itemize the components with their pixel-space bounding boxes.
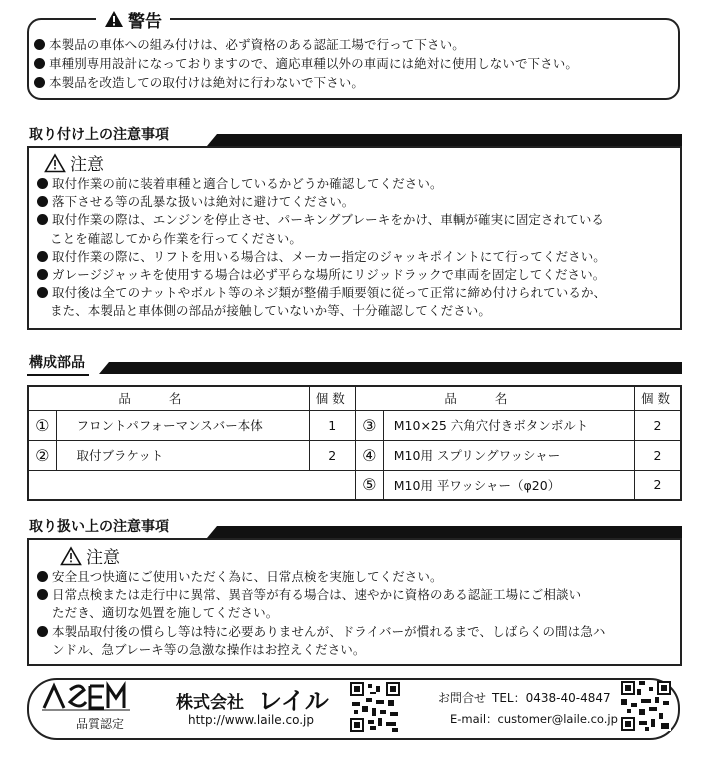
handling-caution-title (60, 543, 120, 568)
part-number: ③ (355, 410, 383, 440)
list-item-text: ンドル、急ブレーキ等の急激な操作はお控えください。 (52, 641, 366, 657)
company-prefix: 株式会社 (176, 693, 244, 713)
table-row (28, 440, 681, 470)
company-name: レイル (258, 687, 329, 715)
qr-code-icon (350, 682, 400, 732)
part-qty: 2 (634, 470, 681, 500)
part-name: フロントパフォーマンスバー本体 (56, 410, 309, 440)
list-item (34, 37, 465, 53)
handling-section-header (27, 516, 682, 538)
warning-triangle-icon (104, 10, 124, 28)
table-row (28, 410, 681, 440)
empty-cell (28, 470, 355, 500)
parts-section-header (27, 352, 682, 374)
part-qty: 2 (309, 440, 355, 470)
list-item-text: ただき、適切な処置を施してください。 (52, 605, 279, 621)
install-section-header (27, 124, 682, 146)
install-caution-title (44, 150, 104, 175)
list-item (37, 285, 606, 301)
part-name: M10用 スプリングワッシャー (383, 440, 634, 470)
bullet-icon (37, 269, 48, 280)
col-qty-left: 個数 (309, 386, 355, 410)
list-item-text: また、本製品と車体側の部品が接触していないか等、十分確認してください。 (50, 303, 492, 319)
list-item (37, 624, 606, 640)
col-name-left: 品名 (28, 386, 309, 410)
part-name: M10×25 六角穴付きボタンボルト (383, 410, 634, 440)
part-number: ① (28, 410, 56, 440)
qr-code-icon (621, 681, 671, 731)
bullet-icon (34, 77, 45, 88)
list-item (34, 75, 364, 91)
col-name-right: 品名 (355, 386, 634, 410)
handling-section-heading: 取り扱い上の注意事項 (27, 516, 173, 540)
list-item (34, 56, 578, 72)
list-item-text: 取付作業の際は、エンジンを停止させ、パーキングブレーキをかけ、車輌が確実に固定されている (52, 212, 605, 228)
contact-label: お問合せ (438, 691, 487, 705)
list-item-text: 安全且つ快適にご使用いただく為に、日常点検を実施してください。 (52, 569, 443, 584)
list-item-text: ことを確認してから作業を行ってください。 (50, 230, 303, 246)
part-qty: 2 (634, 440, 681, 470)
list-item (37, 569, 443, 585)
list-item (37, 176, 443, 192)
part-number: ④ (355, 440, 383, 470)
list-item-text: 日常点検または走行中に異常、異音等が有る場合は、速やかに資格のある認証工場にご相談い (52, 587, 582, 603)
list-item (37, 194, 354, 210)
list-item-text: 車種別専用設計になっておりますので、適応車種以外の車両には絶対に使用しないで下さい。 (49, 56, 578, 71)
bullet-icon (37, 178, 48, 189)
part-qty: 2 (634, 410, 681, 440)
list-item (37, 212, 604, 228)
list-item (37, 587, 581, 603)
handling-caution-text: 注意 (86, 548, 120, 568)
bullet-icon (37, 287, 48, 298)
list-item (52, 605, 278, 621)
list-item (37, 249, 606, 265)
contact-tel: TEL：0438-40-4847 (492, 691, 611, 705)
contact-email[interactable]: E-mail：customer@laile.co.jp (450, 712, 618, 726)
company-url[interactable]: http://www.laile.co.jp (188, 713, 314, 727)
part-number: ⑤ (355, 470, 383, 500)
list-item-text: ガレージジャッキを使用する場合は必ず平らな場所にリジッドラックで車両を固定してください。 (52, 267, 606, 282)
list-item (50, 303, 491, 319)
list-item-text: 取付作業の際に、リフトを用いる場合は、メーカー指定のジャッキポイントにて行ってください。 (52, 248, 606, 264)
warning-title (96, 8, 170, 30)
part-name: M10用 平ワッシャー（φ20） (383, 470, 634, 500)
list-item-text: 本製品の車体への組み付けは、必ず資格のある認証工場で行って下さい。 (49, 37, 465, 52)
section-bar (207, 134, 682, 146)
section-bar (99, 362, 682, 374)
bullet-icon (37, 626, 48, 637)
asem-logo (40, 680, 132, 712)
list-item-text: 落下させる等の乱暴な扱いは絶対に避けてください。 (52, 194, 355, 210)
section-bar (207, 526, 682, 538)
list-item (52, 642, 366, 658)
parts-table (27, 385, 682, 501)
part-name: 取付ブラケット (56, 440, 309, 470)
col-qty-right: 個数 (634, 386, 681, 410)
bullet-icon (34, 39, 45, 50)
install-section-heading: 取り付け上の注意事項 (27, 124, 173, 148)
table-row (28, 470, 681, 500)
quality-label: 品質認定 (76, 717, 125, 731)
parts-section-heading: 構成部品 (27, 352, 89, 376)
bullet-icon (37, 589, 48, 600)
caution-triangle-icon (60, 546, 82, 566)
list-item (37, 267, 605, 283)
caution-triangle-icon (44, 153, 66, 173)
parts-table-header (28, 386, 681, 410)
list-item-text: 本製品を改造しての取付けは絶対に行わないで下さい。 (49, 75, 365, 90)
part-qty: 1 (309, 410, 355, 440)
install-caution-text: 注意 (70, 155, 104, 175)
bullet-icon (37, 251, 48, 262)
list-item (50, 231, 302, 247)
part-number: ② (28, 440, 56, 470)
list-item-text: 取付作業の前に装着車種と適合しているかどうか確認してください。 (52, 176, 443, 191)
bullet-icon (37, 571, 48, 582)
warning-title-text: 警告 (128, 11, 162, 32)
bullet-icon (37, 214, 48, 225)
list-item-text: 取付後は全てのナットやボルト等のネジ類が整備手順要領に従って正常に締め付けられているか、 (52, 285, 607, 301)
bullet-icon (37, 196, 48, 207)
list-item-text: 本製品取付後の慣らし等は特に必要ありませんが、ドライバーが慣れるまで、しばらくの間は急ハ (52, 623, 606, 639)
bullet-icon (34, 58, 45, 69)
